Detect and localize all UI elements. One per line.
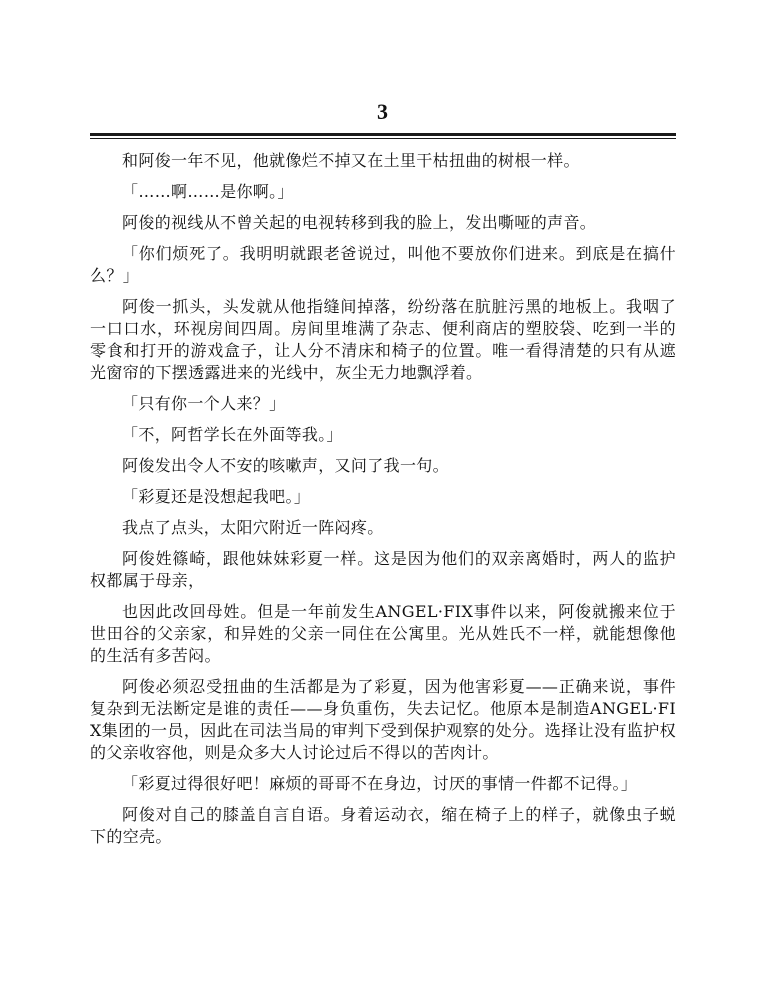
paragraph: 阿俊的视线从不曾关起的电视转移到我的脸上，发出嘶哑的声音。 [122, 213, 597, 232]
paragraph: 也因此改回母姓。但是一年前发生ANGEL·FIX事件以来，阿俊就搬来位于世田谷的父亲家，和异姓的父亲一同住在公寓里。光从姓氏不一样，就能想像他的生活有多苦闷。 [90, 602, 676, 665]
paragraph: 阿俊姓篠崎，跟他妹妹彩夏一样。这是因为他们的双亲离婚时，两人的监护权都属于母亲， [90, 549, 676, 590]
paragraph: 「……啊……是你啊。」 [122, 182, 294, 201]
body-text [90, 150, 676, 857]
paragraph: 和阿俊一年不见，他就像烂不掉又在土里干枯扭曲的树根一样。 [122, 151, 580, 170]
paragraph: 「你们烦死了。我明明就跟老爸说过，叫他不要放你们进来。到底是在搞什么？」 [90, 244, 676, 285]
paragraph: 「彩夏过得很好吧！麻烦的哥哥不在身边，讨厌的事情一件都不记得。」 [122, 774, 638, 793]
paragraph: 「只有你一个人来？」 [122, 394, 286, 413]
paragraph: 我点了点头，太阳穴附近一阵闷疼。 [122, 518, 384, 537]
paragraph: 「彩夏还是没想起我吧。」 [122, 487, 311, 506]
header-rule-thin [90, 138, 676, 139]
paragraph: 阿俊必须忍受扭曲的生活都是为了彩夏，因为他害彩夏——正确来说，事件复杂到无法断定是谁的责任——身负重伤，失去记忆。他原本是制造ANGEL·FIX集团的一员，因此在司法当局的审判下受到保护观察的处分。选择让没有监护权的父亲收容他，则是众多大人讨论过后不得以的苦肉计。 [90, 677, 676, 762]
paragraph: 阿俊一抓头，头发就从他指缝间掉落，纷纷落在肮脏污黑的地板上。我咽了一口口水，环视房间四周。房间里堆满了杂志、便利商店的塑胶袋、吃到一半的零食和打开的游戏盒子，让人分不清床和椅子的位置。唯一看得清楚的只有从遮光窗帘的下摆透露进来的光线中，灰尘无力地飘浮着。 [90, 297, 676, 382]
paragraph: 阿俊发出令人不安的咳嗽声，又问了我一句。 [122, 456, 450, 475]
paragraph: 阿俊对自己的膝盖自言自语。身着运动衣，缩在椅子上的样子，就像虫子蜕下的空壳。 [90, 805, 676, 846]
chapter-number: 3 [377, 99, 388, 124]
paragraph: 「不，阿哲学长在外面等我。」 [122, 425, 343, 444]
header-rule-thick [90, 133, 676, 136]
